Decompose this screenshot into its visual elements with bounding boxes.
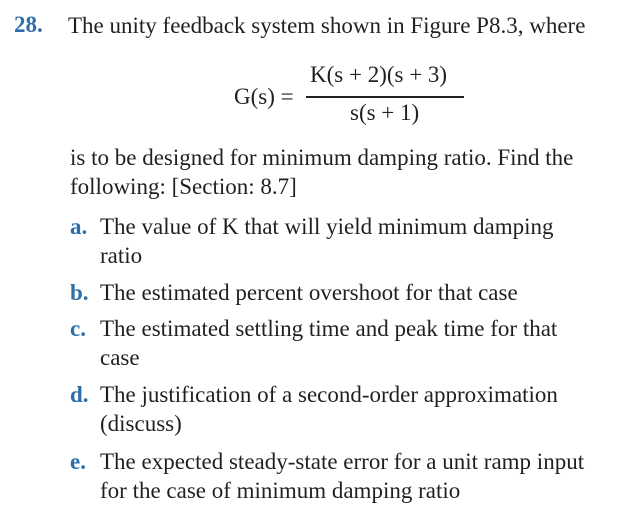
- item-e-line-2: for the case of minimum damping ratio: [100, 478, 461, 503]
- problem-number: 28.: [14, 12, 43, 37]
- problem-intro: The unity feedback system shown in Figure P8.3, where: [68, 13, 586, 38]
- item-b-line-1: The estimated percent overshoot for that case: [100, 280, 518, 305]
- item-d-line-2: (discuss): [100, 411, 182, 436]
- item-c-letter: c.: [70, 316, 86, 341]
- item-c-line-1: The estimated settling time and peak time for that: [100, 316, 558, 341]
- item-e-letter: e.: [70, 449, 86, 474]
- item-a-line-1: [100, 214, 606, 240]
- item-a-text: The value of K that will yield minimum damping: [100, 214, 554, 239]
- equation-lhs: G(s) =: [234, 84, 294, 109]
- item-b-letter: b.: [70, 280, 89, 305]
- equation-numerator: K(s + 2)(s + 3): [310, 62, 448, 87]
- item-e-line-1: The expected steady-state error for a unit ramp input: [100, 449, 585, 474]
- problem-body-line-1: is to be designed for minimum damping ratio. Find the: [70, 145, 574, 170]
- item-d-line-1: The justification of a second-order approximation: [100, 382, 558, 407]
- problem-body-line-2: following: [Section: 8.7]: [70, 174, 297, 199]
- item-a-letter: a.: [70, 214, 88, 239]
- equation-denominator: s(s + 1): [350, 100, 420, 125]
- item-c-line-2: case: [100, 345, 140, 370]
- item-d-letter: d.: [70, 382, 89, 407]
- item-a-line-2: ratio: [100, 243, 143, 268]
- fraction-bar: [306, 96, 464, 98]
